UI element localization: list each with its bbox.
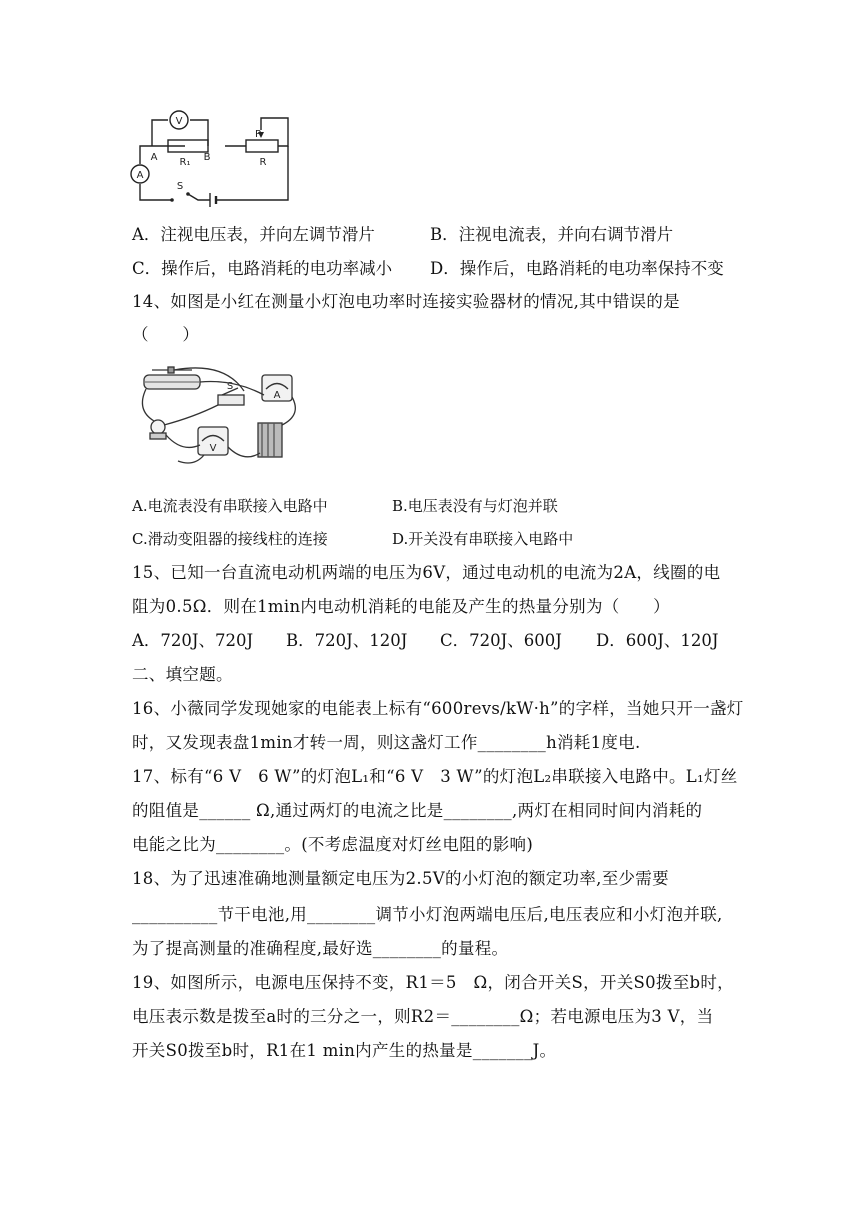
q15-option-d: D．600J、120J — [596, 631, 719, 650]
q18-line-1: 18、为了迅速准确地测量额定电压为2.5V的小灯泡的额定功率,至少需要 — [132, 869, 669, 888]
q16-blank[interactable]: ________ — [477, 733, 547, 752]
point-b-label: B — [203, 152, 211, 163]
rheostat-r-label: R — [259, 157, 267, 168]
q15-option-b: B．720J、120J — [286, 631, 408, 650]
q14-option-b: B.电压表没有与灯泡并联 — [392, 497, 558, 515]
switch-label: S — [176, 181, 184, 192]
q16-text-b: h消耗1度电. — [546, 733, 641, 752]
q17-line-1: 17、标有“6 V 6 W”的灯泡L₁和“6 V 3 W”的灯泡L₂串联接入电路中。L₁灯丝 — [132, 767, 738, 786]
q16-text-a: 时，又发现表盘1min才转一周，则这盏灯工作 — [132, 733, 478, 752]
q13-option-d: D．操作后，电路消耗的电功率保持不变 — [430, 259, 724, 278]
ammeter-label: A — [136, 170, 144, 181]
voltmeter-label: V — [175, 116, 183, 127]
q19-line-2: 电压表示数是拨至a时的三分之一，则R2＝________Ω；若电源电压为3 V，当 — [132, 1007, 714, 1026]
q14-option-d: D.开关没有串联接入电路中 — [392, 530, 574, 548]
q16-line-2 — [132, 732, 641, 754]
q16-line-1: 16、小薇同学发现她家的电能表上标有“600revs/kW·h”的字样，当她只开一盏灯 — [132, 699, 744, 718]
q17-line-3: 电能之比为________。(不考虑温度对灯丝电阻的影响) — [132, 835, 534, 854]
q17-line-2: 的阻值是______ Ω,通过两灯的电流之比是________,两灯在相同时间内消耗的 — [132, 801, 703, 820]
q18-line-3: 为了提高测量的准确程度,最好选________的量程。 — [132, 939, 509, 958]
point-a-label: A — [150, 152, 158, 163]
q14-option-c: C.滑动变阻器的接线柱的连接 — [132, 530, 328, 548]
section-heading-fill-in: 二、填空题。 — [132, 665, 233, 684]
slider-p-label: P — [254, 129, 262, 140]
q13-option-b: B．注视电流表，并向右调节滑片 — [430, 225, 674, 244]
q19-line-3: 开关S0拨至b时，R1在1 min内产生的热量是_______J。 — [132, 1041, 557, 1060]
q18-line-2: __________节干电池,用________调节小灯泡两端电压后,电压表应和小灯泡并联, — [132, 905, 723, 924]
q13-circuit-diagram — [130, 104, 300, 214]
r1-label: R₁ — [179, 157, 191, 168]
q14-switch-label: S — [226, 381, 234, 392]
q14-ammeter-label: A — [273, 390, 281, 401]
q15-option-a: A．720J、720J — [132, 631, 254, 650]
q15-line-2: 阻为0.5Ω．则在1min内电动机消耗的电能及产生的热量分别为（ ） — [132, 597, 670, 616]
q19-line-1: 19、如图所示，电源电压保持不变，R1＝5 Ω，闭合开关S，开关S0拨至b时， — [132, 973, 734, 992]
q14-voltmeter-label: V — [209, 443, 217, 454]
q14-stem: 14、如图是小红在测量小灯泡电功率时连接实验器材的情况,其中错误的是 — [132, 292, 680, 311]
q14-answer-paren: （ ） — [132, 325, 200, 344]
q14-option-a: A.电流表没有串联接入电路中 — [132, 497, 328, 515]
q14-apparatus-figure — [134, 365, 304, 470]
q15-option-c: C．720J、600J — [440, 631, 562, 650]
q13-option-c: C．操作后，电路消耗的电功率减小 — [132, 259, 393, 278]
q13-option-a: A．注视电压表，并向左调节滑片 — [132, 225, 375, 244]
q15-line-1: 15、已知一台直流电动机两端的电压为6V，通过电动机的电流为2A，线圈的电 — [132, 563, 721, 582]
